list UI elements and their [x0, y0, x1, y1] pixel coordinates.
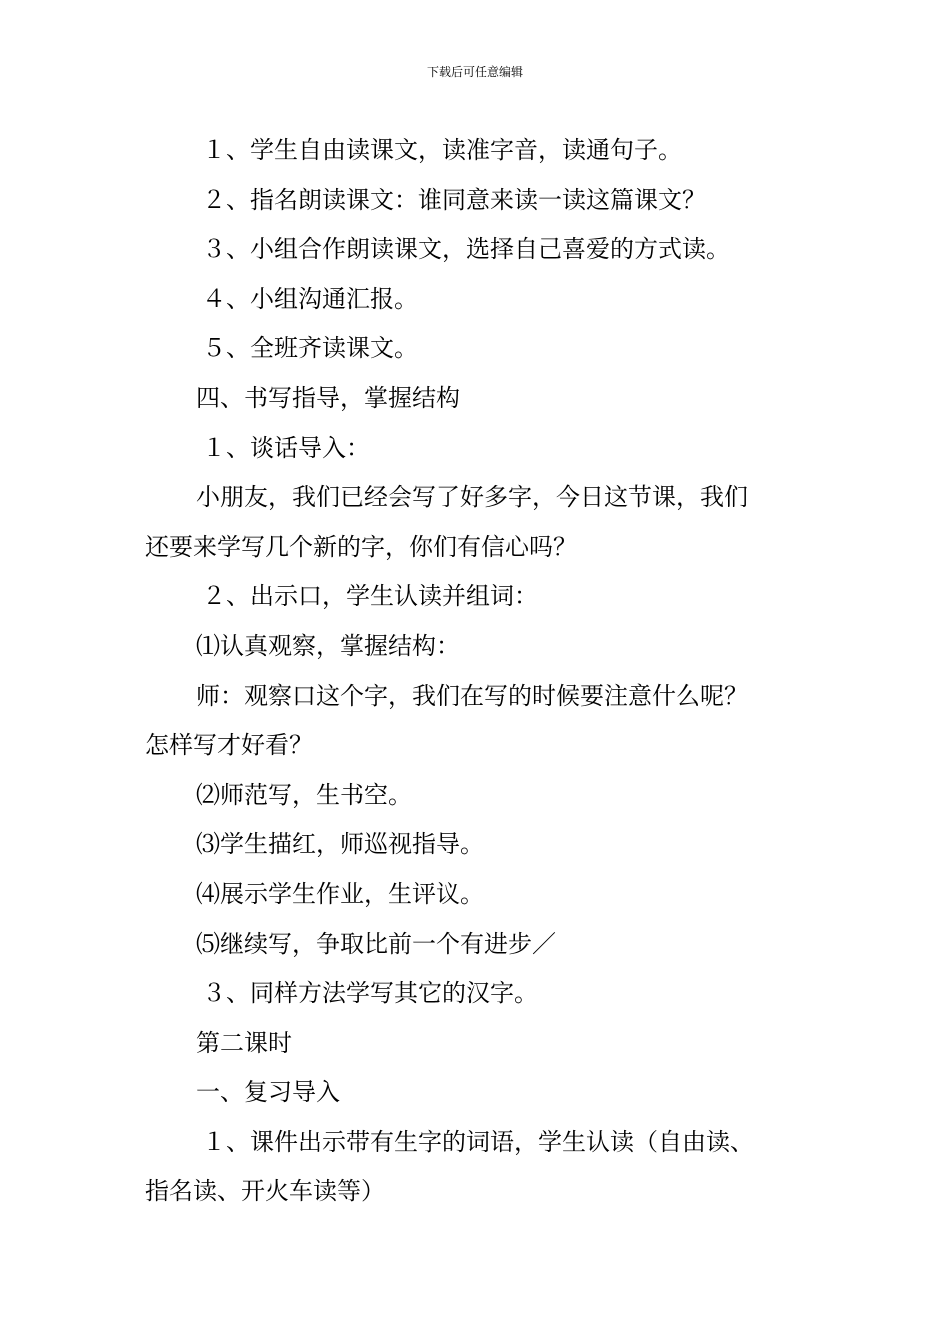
paragraph-line: ５、全班齐读课文。 [202, 334, 418, 363]
paragraph-line: ２、出示口，学生认读并组词： [202, 582, 538, 611]
paragraph-line: ⑴认真观察，掌握结构： [196, 631, 460, 660]
paragraph-line: ⑷展示学生作业，生评议。 [196, 879, 484, 908]
paragraph-line: ３、小组合作朗读课文，选择自己喜爱的方式读。 [202, 235, 730, 264]
paragraph-line: １、课件出示带有生字的词语，学生认读（自由读、 [202, 1127, 754, 1156]
paragraph-line: 小朋友，我们已经会写了好多字，今日这节课，我们 [196, 483, 748, 512]
paragraph-line: １、谈话导入： [202, 433, 370, 462]
page-header: 下载后可任意编辑 [426, 65, 523, 79]
paragraph-line: ２、指名朗读课文：谁同意来读一读这篇课文？ [202, 185, 706, 214]
section-heading: 四、书写指导，掌握结构 [196, 383, 460, 412]
paragraph-line: ⑵师范写，生书空。 [196, 780, 412, 809]
paragraph-line: 怎样写才好看？ [145, 731, 313, 760]
paragraph-line: ４、小组沟通汇报。 [202, 284, 418, 313]
section-heading: 一、复习导入 [196, 1078, 340, 1107]
paragraph-line: ⑸继续写，争取比前一个有进步／ [196, 929, 556, 958]
document-body [145, 126, 815, 1217]
paragraph-line: ３、同样方法学写其它的汉字。 [202, 979, 538, 1008]
paragraph-line: 指名读、开火车读等） [145, 1177, 385, 1206]
paragraph-line: 还要来学写几个新的字，你们有信心吗？ [145, 532, 577, 561]
section-heading: 第二课时 [196, 1028, 292, 1057]
paragraph-line: 师：观察口这个字，我们在写的时候要注意什么呢？ [196, 681, 748, 710]
paragraph-line: １、学生自由读课文，读准字音，读通句子。 [202, 136, 682, 164]
paragraph-line: ⑶学生描红，师巡视指导。 [196, 830, 484, 859]
